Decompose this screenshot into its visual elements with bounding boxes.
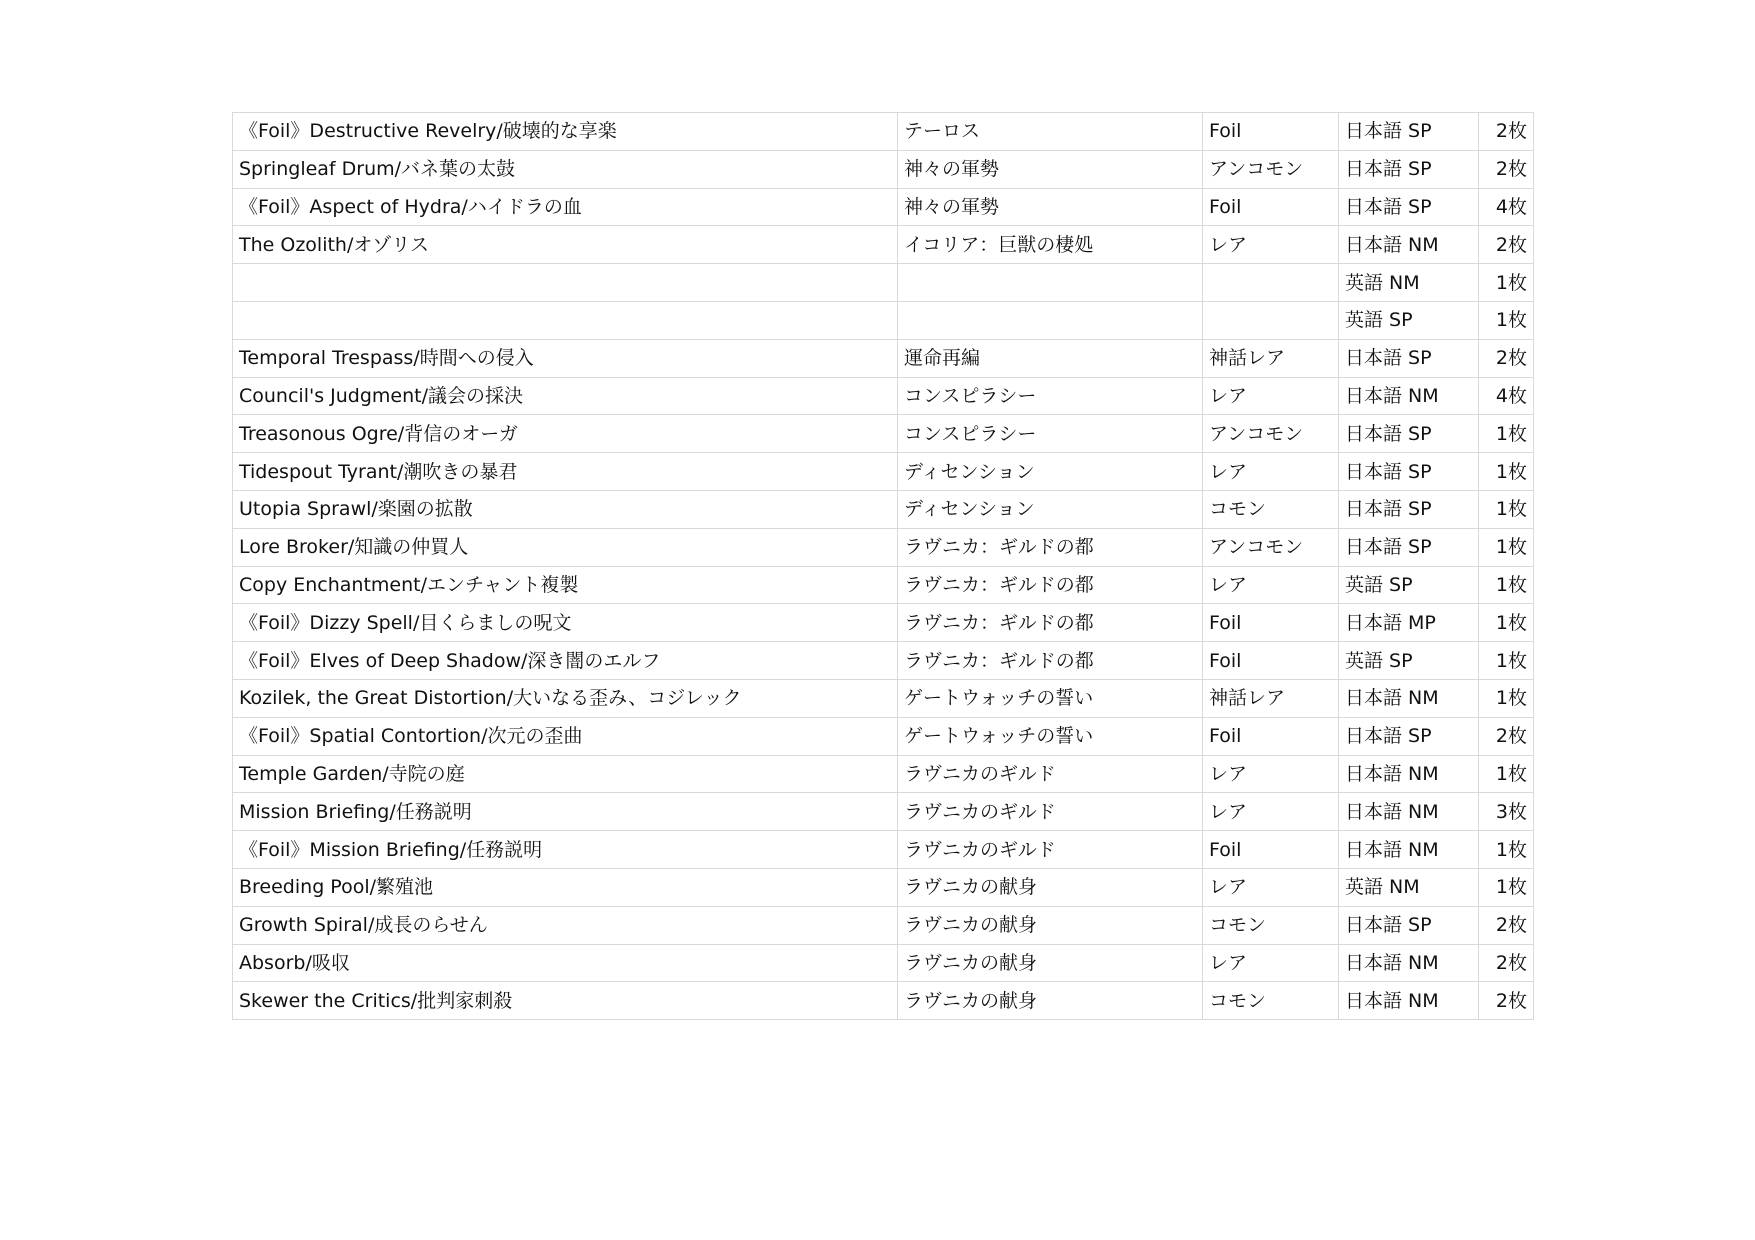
set-name-cell: ラヴニカ：ギルドの都 <box>898 566 1203 604</box>
quantity-cell: 2枚 <box>1479 717 1534 755</box>
quantity-cell: 1枚 <box>1479 755 1534 793</box>
table-row <box>233 415 1534 453</box>
card-name-cell: Temple Garden/寺院の庭 <box>233 755 898 793</box>
rarity-cell: アンコモン <box>1203 415 1339 453</box>
rarity-cell <box>1203 301 1339 339</box>
quantity-cell: 1枚 <box>1479 453 1534 491</box>
set-name-cell: ゲートウォッチの誓い <box>898 717 1203 755</box>
card-name-cell: The Ozolith/オゾリス <box>233 226 898 264</box>
condition-cell: 日本語 MP <box>1339 604 1479 642</box>
condition-cell: 英語 SP <box>1339 301 1479 339</box>
quantity-cell: 1枚 <box>1479 679 1534 717</box>
card-inventory-table <box>232 112 1534 1020</box>
card-name-cell: Treasonous Ogre/背信のオーガ <box>233 415 898 453</box>
table-row <box>233 831 1534 869</box>
set-name-cell: ラヴニカの献身 <box>898 868 1203 906</box>
table-row <box>233 868 1534 906</box>
table-row <box>233 301 1534 339</box>
rarity-cell: Foil <box>1203 642 1339 680</box>
table-row <box>233 793 1534 831</box>
set-name-cell: コンスピラシー <box>898 415 1203 453</box>
table-row <box>233 490 1534 528</box>
rarity-cell: レア <box>1203 377 1339 415</box>
condition-cell: 日本語 SP <box>1339 528 1479 566</box>
set-name-cell: ラヴニカのギルド <box>898 793 1203 831</box>
quantity-cell: 1枚 <box>1479 490 1534 528</box>
quantity-cell: 2枚 <box>1479 226 1534 264</box>
condition-cell: 英語 SP <box>1339 566 1479 604</box>
quantity-cell: 2枚 <box>1479 906 1534 944</box>
card-name-cell: Mission Briefing/任務説明 <box>233 793 898 831</box>
condition-cell: 日本語 SP <box>1339 113 1479 151</box>
card-name-cell: Lore Broker/知識の仲買人 <box>233 528 898 566</box>
set-name-cell <box>898 301 1203 339</box>
quantity-cell: 4枚 <box>1479 377 1534 415</box>
quantity-cell: 1枚 <box>1479 604 1534 642</box>
set-name-cell: ラヴニカ：ギルドの都 <box>898 528 1203 566</box>
condition-cell: 日本語 NM <box>1339 377 1479 415</box>
condition-cell: 日本語 NM <box>1339 831 1479 869</box>
card-name-cell: Breeding Pool/繁殖池 <box>233 868 898 906</box>
table-row <box>233 679 1534 717</box>
set-name-cell: ラヴニカの献身 <box>898 944 1203 982</box>
card-name-cell: 《Foil》Destructive Revelry/破壊的な享楽 <box>233 113 898 151</box>
table-row <box>233 642 1534 680</box>
card-name-cell: Springleaf Drum/バネ葉の太鼓 <box>233 150 898 188</box>
set-name-cell: ラヴニカ：ギルドの都 <box>898 604 1203 642</box>
rarity-cell: Foil <box>1203 188 1339 226</box>
card-name-cell: 《Foil》Spatial Contortion/次元の歪曲 <box>233 717 898 755</box>
table-row <box>233 339 1534 377</box>
condition-cell: 英語 SP <box>1339 642 1479 680</box>
rarity-cell: Foil <box>1203 113 1339 151</box>
quantity-cell: 1枚 <box>1479 868 1534 906</box>
quantity-cell: 2枚 <box>1479 150 1534 188</box>
card-name-cell: Growth Spiral/成長のらせん <box>233 906 898 944</box>
table-row <box>233 944 1534 982</box>
set-name-cell: イコリア：巨獣の棲処 <box>898 226 1203 264</box>
card-inventory-body <box>233 113 1534 1020</box>
condition-cell: 日本語 SP <box>1339 490 1479 528</box>
rarity-cell: コモン <box>1203 982 1339 1020</box>
rarity-cell: レア <box>1203 868 1339 906</box>
set-name-cell: ゲートウォッチの誓い <box>898 679 1203 717</box>
rarity-cell: Foil <box>1203 831 1339 869</box>
card-name-cell: Kozilek, the Great Distortion/大いなる歪み、コジレック <box>233 679 898 717</box>
set-name-cell: ラヴニカの献身 <box>898 906 1203 944</box>
card-name-cell <box>233 301 898 339</box>
rarity-cell: アンコモン <box>1203 528 1339 566</box>
card-name-cell: 《Foil》Mission Briefing/任務説明 <box>233 831 898 869</box>
rarity-cell: Foil <box>1203 604 1339 642</box>
set-name-cell: テーロス <box>898 113 1203 151</box>
set-name-cell: ラヴニカ：ギルドの都 <box>898 642 1203 680</box>
rarity-cell: レア <box>1203 226 1339 264</box>
set-name-cell <box>898 264 1203 302</box>
quantity-cell: 2枚 <box>1479 339 1534 377</box>
set-name-cell: ラヴニカのギルド <box>898 831 1203 869</box>
set-name-cell: 神々の軍勢 <box>898 188 1203 226</box>
rarity-cell <box>1203 264 1339 302</box>
condition-cell: 英語 NM <box>1339 868 1479 906</box>
set-name-cell: コンスピラシー <box>898 377 1203 415</box>
rarity-cell: コモン <box>1203 906 1339 944</box>
card-name-cell: Tidespout Tyrant/潮吹きの暴君 <box>233 453 898 491</box>
condition-cell: 日本語 SP <box>1339 150 1479 188</box>
condition-cell: 日本語 SP <box>1339 339 1479 377</box>
table-row <box>233 113 1534 151</box>
rarity-cell: レア <box>1203 566 1339 604</box>
rarity-cell: 神話レア <box>1203 679 1339 717</box>
condition-cell: 日本語 NM <box>1339 679 1479 717</box>
quantity-cell: 2枚 <box>1479 113 1534 151</box>
rarity-cell: Foil <box>1203 717 1339 755</box>
rarity-cell: コモン <box>1203 490 1339 528</box>
quantity-cell: 4枚 <box>1479 188 1534 226</box>
condition-cell: 英語 NM <box>1339 264 1479 302</box>
condition-cell: 日本語 SP <box>1339 453 1479 491</box>
rarity-cell: アンコモン <box>1203 150 1339 188</box>
rarity-cell: レア <box>1203 453 1339 491</box>
quantity-cell: 2枚 <box>1479 982 1534 1020</box>
condition-cell: 日本語 NM <box>1339 944 1479 982</box>
set-name-cell: ラヴニカのギルド <box>898 755 1203 793</box>
condition-cell: 日本語 NM <box>1339 982 1479 1020</box>
table-row <box>233 755 1534 793</box>
card-name-cell: Temporal Trespass/時間への侵入 <box>233 339 898 377</box>
table-row <box>233 906 1534 944</box>
table-row <box>233 188 1534 226</box>
card-name-cell: Utopia Sprawl/楽園の拡散 <box>233 490 898 528</box>
condition-cell: 日本語 SP <box>1339 906 1479 944</box>
set-name-cell: 神々の軍勢 <box>898 150 1203 188</box>
quantity-cell: 1枚 <box>1479 264 1534 302</box>
set-name-cell: 運命再編 <box>898 339 1203 377</box>
card-name-cell: 《Foil》Dizzy Spell/目くらましの呪文 <box>233 604 898 642</box>
quantity-cell: 1枚 <box>1479 415 1534 453</box>
quantity-cell: 1枚 <box>1479 831 1534 869</box>
set-name-cell: ディセンション <box>898 453 1203 491</box>
rarity-cell: 神話レア <box>1203 339 1339 377</box>
card-name-cell: Council's Judgment/議会の採決 <box>233 377 898 415</box>
card-name-cell: Absorb/吸収 <box>233 944 898 982</box>
card-name-cell: Copy Enchantment/エンチャント複製 <box>233 566 898 604</box>
rarity-cell: レア <box>1203 793 1339 831</box>
set-name-cell: ラヴニカの献身 <box>898 982 1203 1020</box>
quantity-cell: 1枚 <box>1479 642 1534 680</box>
table-row <box>233 604 1534 642</box>
card-name-cell: 《Foil》Aspect of Hydra/ハイドラの血 <box>233 188 898 226</box>
card-name-cell <box>233 264 898 302</box>
quantity-cell: 1枚 <box>1479 301 1534 339</box>
rarity-cell: レア <box>1203 755 1339 793</box>
condition-cell: 日本語 SP <box>1339 415 1479 453</box>
condition-cell: 日本語 NM <box>1339 755 1479 793</box>
condition-cell: 日本語 NM <box>1339 226 1479 264</box>
table-row <box>233 150 1534 188</box>
rarity-cell: レア <box>1203 944 1339 982</box>
quantity-cell: 1枚 <box>1479 566 1534 604</box>
table-row <box>233 982 1534 1020</box>
table-row <box>233 453 1534 491</box>
condition-cell: 日本語 SP <box>1339 717 1479 755</box>
card-name-cell: 《Foil》Elves of Deep Shadow/深き闇のエルフ <box>233 642 898 680</box>
card-name-cell: Skewer the Critics/批判家刺殺 <box>233 982 898 1020</box>
table-row <box>233 566 1534 604</box>
quantity-cell: 3枚 <box>1479 793 1534 831</box>
quantity-cell: 1枚 <box>1479 528 1534 566</box>
set-name-cell: ディセンション <box>898 490 1203 528</box>
quantity-cell: 2枚 <box>1479 944 1534 982</box>
condition-cell: 日本語 NM <box>1339 793 1479 831</box>
table-row <box>233 377 1534 415</box>
table-row <box>233 226 1534 264</box>
table-row <box>233 528 1534 566</box>
table-row <box>233 264 1534 302</box>
condition-cell: 日本語 SP <box>1339 188 1479 226</box>
table-row <box>233 717 1534 755</box>
